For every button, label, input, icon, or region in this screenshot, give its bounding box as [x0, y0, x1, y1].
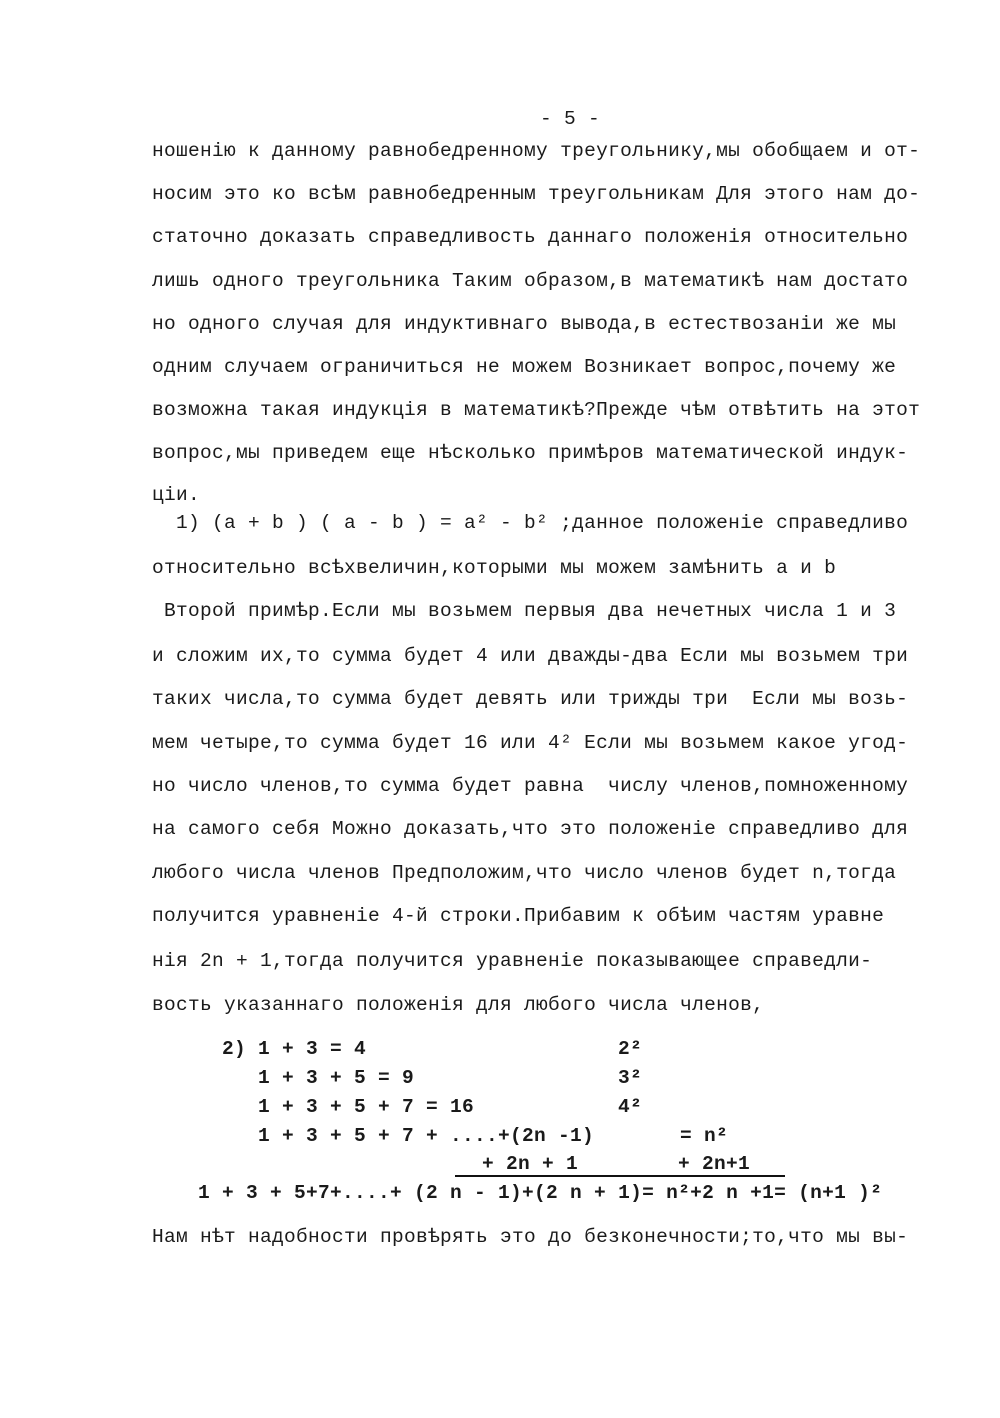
example-1-line: 1) (a + b ) ( a - b ) = a² - b² ;данное положеніе справедливо [152, 512, 909, 534]
text-line: одним случаем ограничиться не можем Возникает вопрос,почему же [152, 356, 897, 378]
text-line: носим это ко всѣм равнобедренным треугольникам Для этого нам до- [152, 183, 921, 205]
formula-left: 1 + 3 + 5 + 7 = 16 [258, 1096, 475, 1118]
formula-right: 4² [618, 1096, 643, 1118]
sum-rule-line [455, 1175, 785, 1177]
page-number: - 5 - [540, 108, 601, 130]
text-line: но число членов,то сумма будет равна числу членов,помноженному [152, 775, 909, 797]
text-line: Второй примѣр.Если мы возьмем первыя два нечетных числа 1 и 3 [152, 600, 897, 622]
text-line: статочно доказать справедливость даннаго положенія относительно [152, 226, 909, 248]
text-line: таких числа,то сумма будет девять или трижды три Если мы возь- [152, 688, 909, 710]
formula-left: + 2n + 1 [482, 1153, 579, 1175]
formula-right: 3² [618, 1067, 643, 1089]
text-line: любого числа членов Предположим,что число членов будет n,тогда [152, 862, 897, 884]
formula-left: 1 + 3 + 5 = 9 [258, 1067, 415, 1089]
formula-left: 1 + 3 + 5 + 7 + ....+(2n -1) [258, 1125, 595, 1147]
formula-right: 2² [618, 1038, 643, 1060]
text-line: получится уравненіе 4-й строки.Прибавим к обѣим частям уравне [152, 905, 885, 927]
text-line: лишь одного треугольника Таким образом,в математикѣ нам достато [152, 270, 909, 292]
text-line: относительно всѣхвеличин,которыми мы можем замѣнить a и b [152, 557, 837, 579]
text-line: мем четыре,то сумма будет 16 или 4² Если мы возьмем какое угод- [152, 732, 909, 754]
text-line: вопрос,мы приведем еще нѣсколько примѣров математической индук- [152, 442, 909, 464]
text-line: на самого себя Можно доказать,что это положеніе справедливо для [152, 818, 909, 840]
formula-left: 2) 1 + 3 = 4 [222, 1038, 367, 1060]
text-line: вость указаннаго положенія для любого числа членов, [152, 994, 765, 1016]
text-line: но одного случая для индуктивнаго вывода,в естествозаніи же мы [152, 313, 897, 335]
formula-right: = n² [680, 1125, 729, 1147]
text-line: возможна такая индукція в математикѣ?Прежде чѣм отвѣтить на этот [152, 399, 921, 421]
text-line: нія 2n + 1,тогда получится уравненіе показывающее справедли- [152, 950, 873, 972]
text-line: ціи. [152, 484, 201, 506]
result-formula: 1 + 3 + 5+7+....+ (2 n - 1)+(2 n + 1)= n²+2 n +1= (n+1 )² [198, 1182, 883, 1204]
text-line: и сложим их,то сумма будет 4 или дважды-два Если мы возьмем три [152, 645, 909, 667]
formula-right: + 2n+1 [678, 1153, 751, 1175]
text-line: Нам нѣт надобности провѣрять это до безконечности;то,что мы вы- [152, 1226, 909, 1248]
text-line: ношенію к данному равнобедренному треугольнику,мы обобщаем и от- [152, 140, 921, 162]
